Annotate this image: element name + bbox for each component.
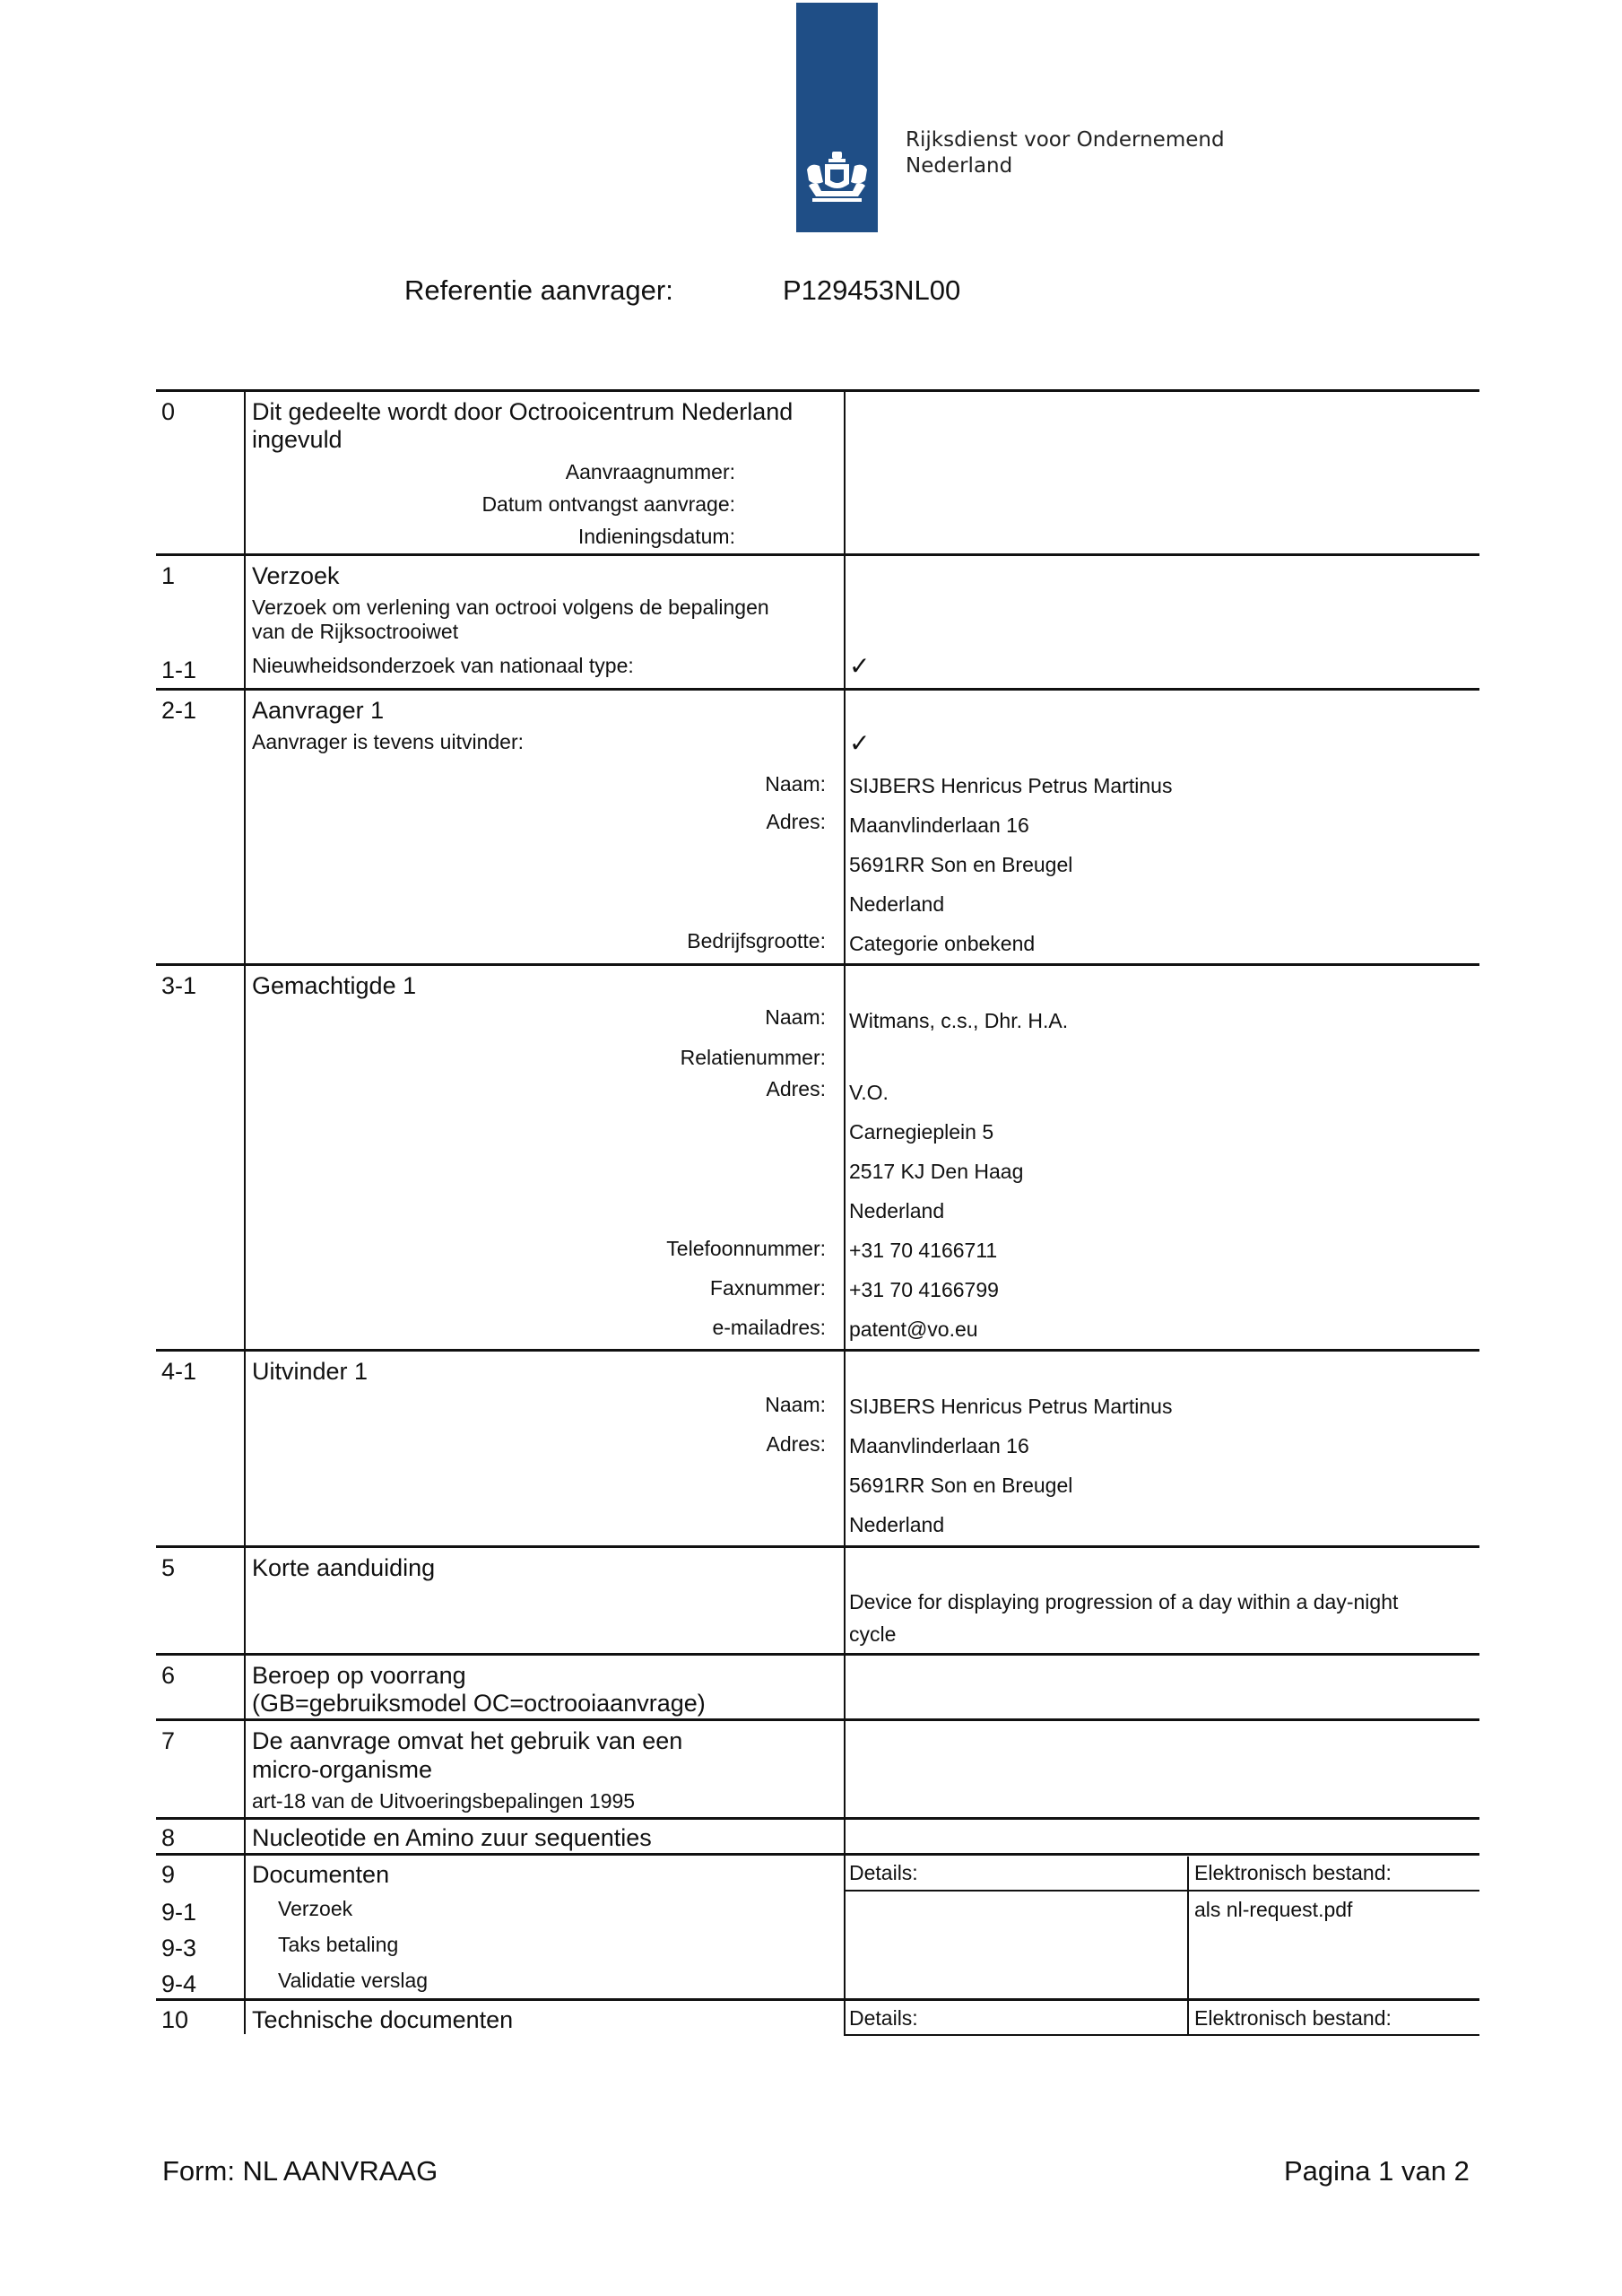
email-label: e-mailadres: (712, 1316, 826, 1339)
address-label: Adres: (766, 1432, 826, 1456)
novelty-search-label: Nieuwheidsonderzoek van nationaal type: (252, 654, 634, 677)
short-description: Device for displaying progression of a day within a day-night (849, 1590, 1399, 1613)
section-divider (156, 963, 1479, 966)
section-divider (156, 1718, 1479, 1721)
section-title: Dit gedeelte wordt door Octrooicentrum Nederland (252, 398, 794, 425)
details-header: Details: (849, 1861, 918, 1884)
section-divider (156, 1349, 1479, 1352)
fax-label: Faxnummer: (709, 1276, 826, 1300)
section-number: 4-1 (161, 1358, 197, 1385)
document-item: Taks betaling (278, 1933, 399, 1956)
section-description: art-18 van de Uitvoeringsbepalingen 1995 (252, 1789, 636, 1813)
section-divider (156, 1817, 1479, 1820)
applicant-name: SIJBERS Henricus Petrus Martinus (849, 774, 1173, 797)
name-label: Naam: (765, 1393, 826, 1416)
section-number: 2-1 (161, 697, 197, 724)
filing-date-label: Indieningsdatum: (577, 525, 735, 548)
item-number: 9-1 (161, 1899, 197, 1926)
reference-label: Referentie aanvrager: (404, 274, 673, 306)
section-title: Verzoek (252, 562, 340, 589)
section-title: Gemachtigde 1 (252, 972, 417, 999)
technical-docs-underline (844, 2034, 1479, 2036)
section-title: Korte aanduiding (252, 1554, 436, 1581)
address-line: V.O. (849, 1081, 889, 1104)
reference-value: P129453NL00 (783, 274, 961, 306)
address-label: Adres: (766, 810, 826, 833)
electronic-file-header: Elektronisch bestand: (1194, 1861, 1392, 1884)
documents-header-underline (844, 1890, 1479, 1892)
check-icon: ✓ (849, 729, 871, 757)
crest-icon (796, 3, 878, 232)
section-number: 6 (161, 1662, 176, 1689)
section-title: De aanvrage omvat het gebruik van een (252, 1727, 683, 1754)
electronic-file-header: Elektronisch bestand: (1194, 2006, 1392, 2030)
name-label: Naam: (765, 772, 826, 796)
org-line-2: Nederland (906, 154, 1013, 178)
section-divider (156, 1545, 1479, 1548)
address-line: 5691RR Son en Breugel (849, 853, 1073, 876)
section-title: Documenten (252, 1861, 390, 1888)
address-line: 2517 KJ Den Haag (849, 1160, 1024, 1183)
item-number: 9-3 (161, 1935, 197, 1961)
section-title: Nucleotide en Amino zuur sequenties (252, 1824, 652, 1851)
relation-number-label: Relatienummer: (680, 1046, 826, 1069)
inventor-name: SIJBERS Henricus Petrus Martinus (849, 1395, 1173, 1418)
fax-value: +31 70 4166799 (849, 1278, 999, 1301)
column-divider-file (1187, 1857, 1189, 2034)
phone-label: Telefoonnummer: (666, 1237, 826, 1260)
government-logo (796, 3, 878, 232)
section-title-cont: micro-organisme (252, 1756, 433, 1783)
form-name: Form: NL AANVRAAG (162, 2155, 438, 2187)
address-line: Maanvlinderlaan 16 (849, 813, 1029, 837)
section-title: Aanvrager 1 (252, 697, 385, 724)
document-file: als nl-request.pdf (1194, 1898, 1353, 1921)
section-title: Beroep op voorrang (252, 1662, 466, 1689)
org-line-1: Rijksdienst voor Ondernemend (906, 128, 1225, 152)
document-item: Validatie verslag (278, 1969, 429, 1992)
agent-name: Witmans, c.s., Dhr. H.A. (849, 1009, 1069, 1032)
section-divider (156, 1653, 1479, 1656)
applicant-inventor-label: Aanvrager is tevens uitvinder: (252, 730, 524, 753)
check-icon: ✓ (849, 652, 871, 680)
item-number: 1-1 (161, 657, 197, 683)
section-divider (156, 1998, 1479, 2001)
application-number-label: Aanvraagnummer: (565, 460, 735, 483)
section-title: Uitvinder 1 (252, 1358, 369, 1385)
details-header: Details: (849, 2006, 918, 2030)
column-divider-right (844, 391, 846, 2034)
short-description-cont: cycle (849, 1622, 897, 1646)
section-title-cont: (GB=gebruiksmodel OC=octrooiaanvrage) (252, 1690, 706, 1717)
section-number: 1 (161, 562, 176, 589)
section-divider (156, 389, 1479, 392)
address-line: Nederland (849, 1199, 945, 1222)
section-number: 3-1 (161, 972, 197, 999)
section-title: Technische documenten (252, 2006, 514, 2033)
section-number: 8 (161, 1824, 176, 1851)
section-divider (156, 1853, 1479, 1856)
section-divider (156, 688, 1479, 691)
address-line: Nederland (849, 1513, 945, 1536)
document-item: Verzoek (278, 1897, 353, 1920)
section-divider (156, 553, 1479, 556)
section-number: 9 (161, 1861, 176, 1888)
address-label: Adres: (766, 1077, 826, 1100)
section-number: 7 (161, 1727, 176, 1754)
organization-name (906, 127, 1225, 179)
section-description-cont: van de Rijksoctrooiwet (252, 620, 459, 643)
section-number: 0 (161, 398, 176, 425)
company-size-label: Bedrijfsgrootte: (687, 929, 826, 952)
section-number: 5 (161, 1554, 176, 1581)
address-line: Nederland (849, 892, 945, 916)
item-number: 9-4 (161, 1970, 197, 1997)
receipt-date-label: Datum ontvangst aanvrage: (481, 492, 735, 516)
address-line: Carnegieplein 5 (849, 1120, 994, 1144)
email-value: patent@vo.eu (849, 1318, 978, 1341)
phone-value: +31 70 4166711 (849, 1239, 998, 1262)
column-divider-left (244, 391, 246, 2034)
section-number: 10 (161, 2006, 189, 2033)
company-size-value: Categorie onbekend (849, 932, 1036, 955)
address-line: 5691RR Son en Breugel (849, 1474, 1073, 1497)
address-line: Maanvlinderlaan 16 (849, 1434, 1029, 1457)
name-label: Naam: (765, 1005, 826, 1029)
section-description: Verzoek om verlening van octrooi volgens de bepalingen (252, 596, 769, 619)
section-title-cont: ingevuld (252, 426, 343, 453)
page-number: Pagina 1 van 2 (1284, 2155, 1470, 2187)
